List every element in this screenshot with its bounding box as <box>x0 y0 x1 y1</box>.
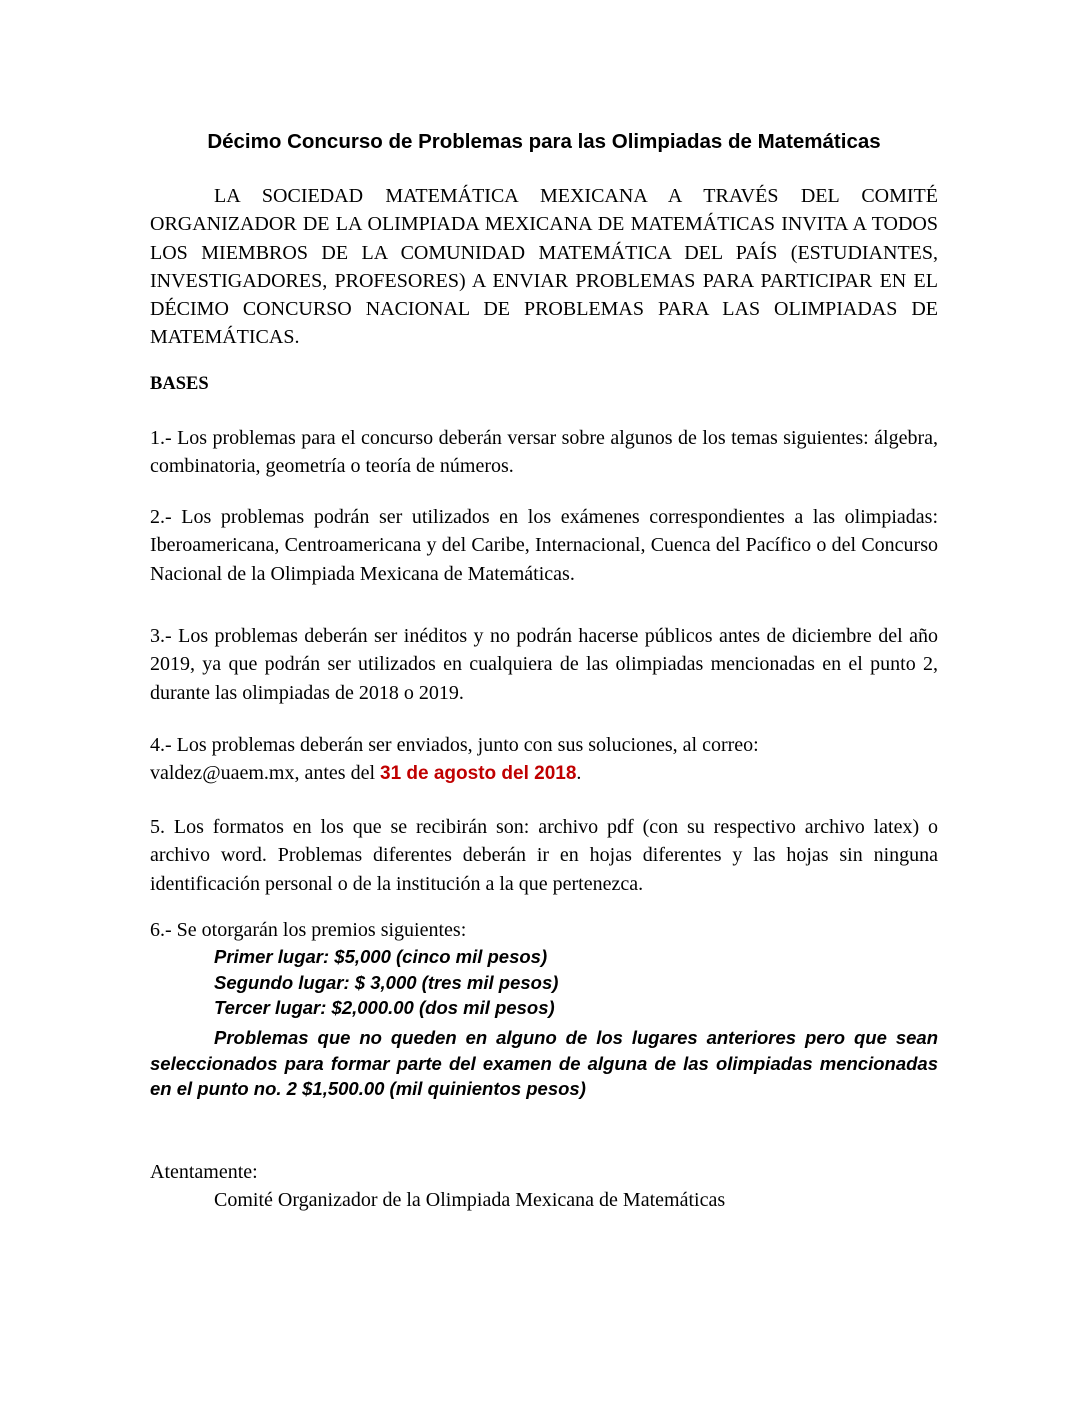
rule-4-email-text: valdez@uaem.mx, antes del <box>150 762 380 785</box>
prize-honorable: Problemas que no queden en alguno de los lugares anteriores pero que sean seleccionados para formar parte del examen de alguna de las olimpiadas mencionadas en el punto no. 2 $1,500.00 (mil quinientos pesos) <box>150 1027 938 1100</box>
signature: Comité Organizador de la Olimpiada Mexicana de Matemáticas <box>214 1189 726 1212</box>
rule-6-intro: 6.- Se otorgarán los premios siguientes: <box>150 919 467 941</box>
prize-second: Segundo lugar: $ 3,000 (tres mil pesos) <box>214 971 559 993</box>
intro-paragraph: LA SOCIEDAD MATEMÁTICA MEXICANA A TRAVÉS DEL COMITÉ ORGANIZADOR DE LA OLIMPIADA MEXICANA DE MATEMÁTICAS INVITA A TODOS LOS MIEMBROS DE LA COMUNIDAD MATEMÁTICA DEL PAÍS (ESTUDIANTES, INVESTIGADORES, PROFESORES) A ENVIAR PROBLEMAS PARA PARTICIPAR EN EL DÉCIMO CONCURSO NACIONAL DE PROBLEMAS PARA LAS OLIMPIADAS DE MATEMÁTICAS. <box>150 185 938 349</box>
closing-salutation: Atentamente: <box>150 1161 258 1183</box>
rule-5: 5. Los formatos en los que se recibirán son: archivo pdf (con su respectivo archivo latex) o archivo word. Problemas diferentes deberán ir en hojas diferentes y las hojas sin ninguna identificación personal o de la institución a la que pertenezca. <box>150 816 938 895</box>
closing <box>150 1158 938 1215</box>
prize-third: Tercer lugar: $2,000.00 (dos mil pesos) <box>214 997 555 1019</box>
rule-6 <box>150 916 938 1021</box>
rule-4 <box>150 731 938 789</box>
deadline-date: 31 de agosto del 2018 <box>380 763 577 785</box>
rule-1: 1.- Los problemas para el concurso deberán versar sobre algunos de los temas siguientes: álgebra, combinatoria, geometría o teoría de números. <box>150 427 938 478</box>
rule-2: 2.- Los problemas podrán ser utilizados en los exámenes correspondientes a las olimpiadas: Iberoamericana, Centroamericana y del Caribe, Internacional, Cuenca del Pacífico o del Concurso Nacional de la Olimpiada Mexicana de Matemáticas. <box>150 506 938 585</box>
document-title: Décimo Concurso de Problemas para las Olimpiadas de Matemáticas <box>207 130 881 153</box>
prize-first: Primer lugar: $5,000 (cinco mil pesos) <box>214 946 548 968</box>
rule-4-line-1: 4.- Los problemas deberán ser enviados, junto con sus soluciones, al correo: <box>150 734 759 756</box>
rule-4-suffix: . <box>576 762 582 785</box>
bases-heading: BASES <box>150 374 209 394</box>
rule-3: 3.- Los problemas deberán ser inéditos y no podrán hacerse públicos antes de diciembre del año 2019, ya que podrán ser utilizados en cualquiera de las olimpiadas mencionadas en el punto 2, durante las olimpiadas de 2018 o 2019. <box>150 625 938 704</box>
